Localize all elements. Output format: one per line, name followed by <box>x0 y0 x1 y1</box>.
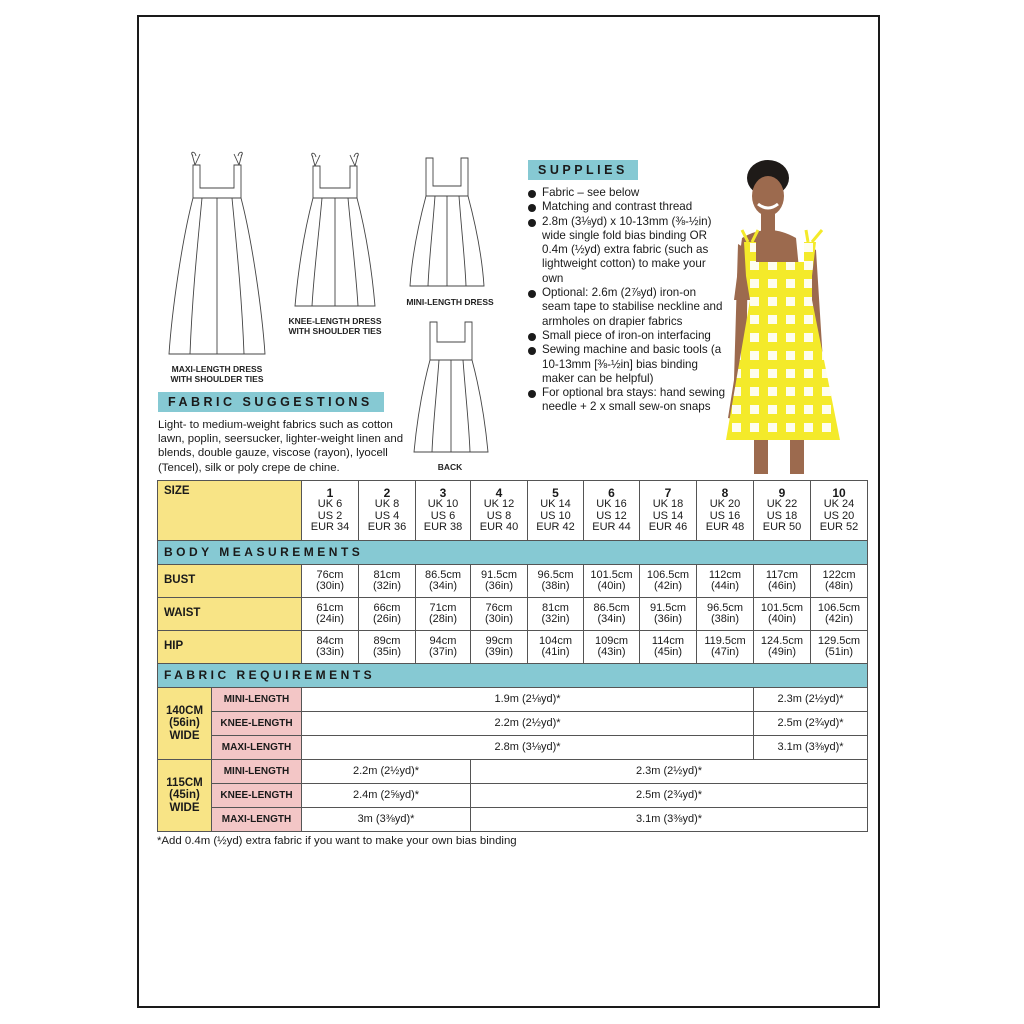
supply-item: Fabric – see below <box>526 186 726 200</box>
measure-cell: 84cm (33in) <box>302 631 359 664</box>
fabric-amount: 1.9m (2⅛yd)* <box>302 688 754 712</box>
model-photo <box>712 150 852 480</box>
size-col: 9 UK 22 US 18 EUR 50 <box>754 481 811 541</box>
supply-item: Sewing machine and basic tools (a 10-13mm [⅜-½in] bias binding maker can be helpful) <box>526 343 726 386</box>
mini-caption <box>400 297 500 307</box>
fabric-amount: 2.4m (2⅝yd)* <box>302 784 471 808</box>
footnote: *Add 0.4m (½yd) extra fabric if you want to make your own bias binding <box>157 835 517 847</box>
supply-item: 2.8m (3⅛yd) x 10-13mm (⅜-½in) wide single fold bias binding OR 0.4m (½yd) extra fabric (such as lightweight cotton) to make your own <box>526 215 726 286</box>
bust-label: BUST <box>158 565 302 598</box>
measure-cell: 117cm (46in) <box>754 565 811 598</box>
fabric-amount: 2.3m (2½yd)* <box>471 760 868 784</box>
measure-cell: 112cm (44in) <box>697 565 754 598</box>
measure-cell: 76cm (30in) <box>471 598 528 631</box>
supply-item: Small piece of iron-on interfacing <box>526 329 726 343</box>
fabric-suggestions-heading: FABRIC SUGGESTIONS <box>158 392 384 412</box>
fabric-requirements-heading: FABRIC REQUIREMENTS <box>158 664 868 688</box>
size-row <box>158 481 868 541</box>
fabric-amount: 2.3m (2½yd)* <box>754 688 868 712</box>
fabric-amount: 3.1m (3⅜yd)* <box>471 808 868 832</box>
hip-label: HIP <box>158 631 302 664</box>
measure-cell: 106.5cm (42in) <box>640 565 697 598</box>
measure-cell: 122cm (48in) <box>811 565 868 598</box>
fabric-amount: 3.1m (3⅜yd)* <box>754 736 868 760</box>
body-measurements-band <box>158 541 868 565</box>
length-label: MAXI-LENGTH <box>212 808 302 832</box>
measure-cell: 89cm (35in) <box>359 631 416 664</box>
maxi-caption <box>165 364 269 384</box>
measure-cell: 86.5cm (34in) <box>416 565 471 598</box>
fabric-suggestions-text: Light- to medium-weight fabrics such as cotton lawn, poplin, seersucker, lighter-weight linen and blends, double gauze, viscose (rayon), lyocell (Tencel), silk or poly crepe de chine. <box>158 419 404 474</box>
fabric-row <box>158 784 868 808</box>
measure-cell: 129.5cm (51in) <box>811 631 868 664</box>
size-col: 5 UK 14 US 10 EUR 42 <box>528 481 584 541</box>
maxi-caption-text: MAXI-LENGTH DRESS WITH SHOULDER TIES <box>170 364 264 385</box>
knee-caption-text: KNEE-LENGTH DRESS WITH SHOULDER TIES <box>288 316 382 337</box>
size-col: 2 UK 8 US 4 EUR 36 <box>359 481 416 541</box>
length-label: KNEE-LENGTH <box>212 712 302 736</box>
fabric-row <box>158 760 868 784</box>
length-label: MINI-LENGTH <box>212 760 302 784</box>
measure-cell: 114cm (45in) <box>640 631 697 664</box>
size-col: 7 UK 18 US 14 EUR 46 <box>640 481 697 541</box>
measure-cell: 96.5cm (38in) <box>697 598 754 631</box>
size-col: 6 UK 16 US 12 EUR 44 <box>584 481 640 541</box>
supplies-heading: SUPPLIES <box>528 160 638 180</box>
width-140-label: 140CM (56in) WIDE <box>158 688 212 760</box>
measure-cell: 104cm (41in) <box>528 631 584 664</box>
supply-item: For optional bra stays: hand sewing needle + 2 x small sew-on snaps <box>526 386 726 415</box>
fabric-requirements-band <box>158 664 868 688</box>
measure-cell: 109cm (43in) <box>584 631 640 664</box>
knee-dress-drawing <box>290 152 380 312</box>
size-label: SIZE <box>158 481 302 541</box>
fabric-row <box>158 688 868 712</box>
length-label: KNEE-LENGTH <box>212 784 302 808</box>
back-caption <box>400 462 500 472</box>
measure-cell: 94cm (37in) <box>416 631 471 664</box>
width-115-label: 115CM (45in) WIDE <box>158 760 212 832</box>
measure-cell: 86.5cm (34in) <box>584 598 640 631</box>
maxi-dress-drawing <box>162 150 272 362</box>
measure-cell: 106.5cm (42in) <box>811 598 868 631</box>
measure-cell: 96.5cm (38in) <box>528 565 584 598</box>
fabric-amount: 2.2m (2½yd)* <box>302 712 754 736</box>
measure-cell: 119.5cm (47in) <box>697 631 754 664</box>
size-col: 1 UK 6 US 2 EUR 34 <box>302 481 359 541</box>
supply-item: Matching and contrast thread <box>526 200 726 214</box>
measure-cell: 101.5cm (40in) <box>584 565 640 598</box>
size-col: 4 UK 12 US 8 EUR 40 <box>471 481 528 541</box>
size-col: 10 UK 24 US 20 EUR 52 <box>811 481 868 541</box>
waist-label: WAIST <box>158 598 302 631</box>
fabric-row <box>158 712 868 736</box>
size-col: 3 UK 10 US 6 EUR 38 <box>416 481 471 541</box>
mini-caption-text: MINI-LENGTH DRESS <box>406 297 494 307</box>
hip-row <box>158 631 868 664</box>
back-caption-text: BACK <box>437 462 463 472</box>
fabric-amount: 2.8m (3⅛yd)* <box>302 736 754 760</box>
fabric-row <box>158 808 868 832</box>
supply-item: Optional: 2.6m (2⅞yd) iron-on seam tape to stabilise neckline and armholes on drapier fabrics <box>526 286 726 329</box>
bust-row <box>158 565 868 598</box>
measure-cell: 71cm (28in) <box>416 598 471 631</box>
measure-cell: 124.5cm (49in) <box>754 631 811 664</box>
length-label: MAXI-LENGTH <box>212 736 302 760</box>
measure-cell: 76cm (30in) <box>302 565 359 598</box>
measure-cell: 61cm (24in) <box>302 598 359 631</box>
fabric-row <box>158 736 868 760</box>
fabric-amount: 2.5m (2¾yd)* <box>754 712 868 736</box>
size-chart <box>157 480 868 832</box>
measure-cell: 99cm (39in) <box>471 631 528 664</box>
knee-caption <box>285 316 385 336</box>
fabric-amount: 2.5m (2¾yd)* <box>471 784 868 808</box>
fabric-amount: 3m (3⅜yd)* <box>302 808 471 832</box>
size-col: 8 UK 20 US 16 EUR 48 <box>697 481 754 541</box>
supplies-list <box>526 186 726 415</box>
measure-cell: 101.5cm (40in) <box>754 598 811 631</box>
length-label: MINI-LENGTH <box>212 688 302 712</box>
measure-cell: 81cm (32in) <box>359 565 416 598</box>
measure-cell: 81cm (32in) <box>528 598 584 631</box>
measure-cell: 91.5cm (36in) <box>640 598 697 631</box>
waist-row <box>158 598 868 631</box>
back-view-drawing <box>408 320 494 456</box>
measure-cell: 66cm (26in) <box>359 598 416 631</box>
mini-dress-drawing <box>402 156 492 292</box>
body-measurements-heading: BODY MEASUREMENTS <box>158 541 868 565</box>
measure-cell: 91.5cm (36in) <box>471 565 528 598</box>
fabric-amount: 2.2m (2½yd)* <box>302 760 471 784</box>
